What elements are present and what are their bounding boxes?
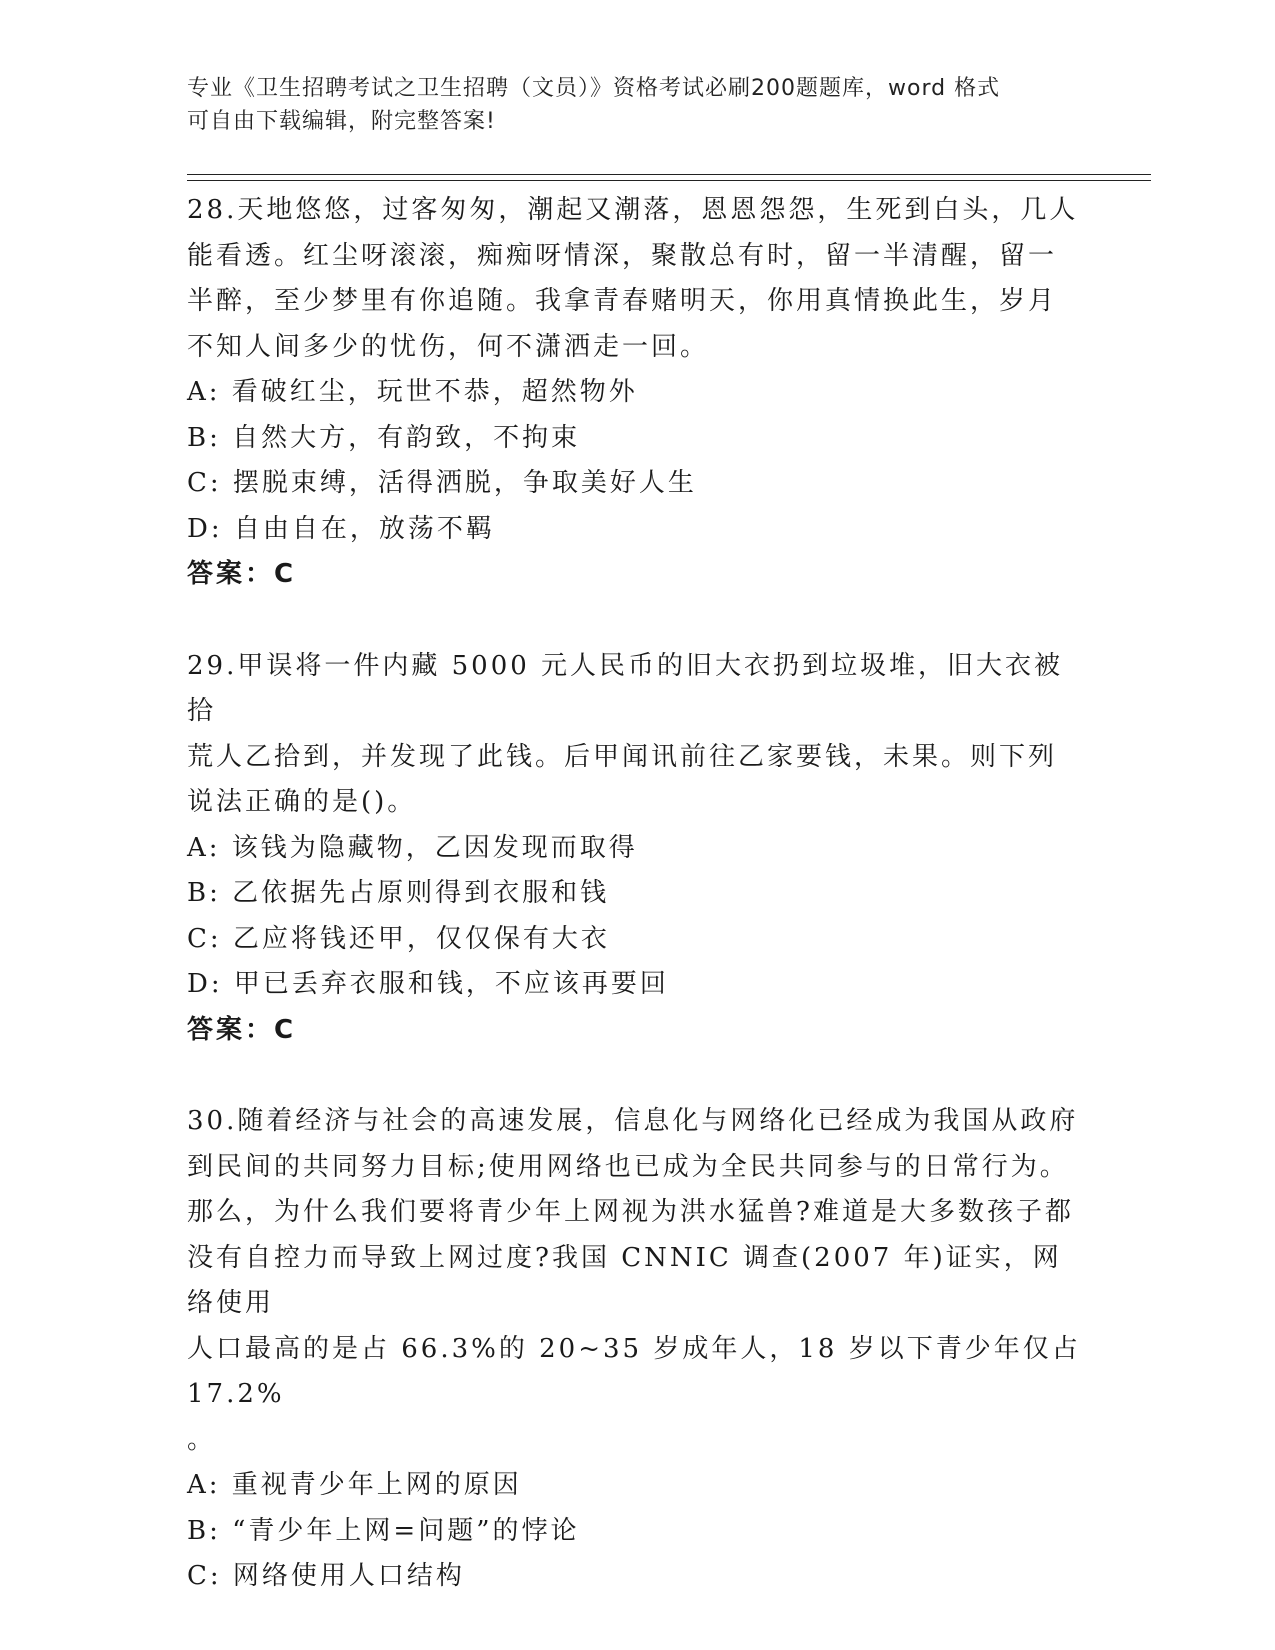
option-c: C: 乙应将钱还甲，仅仅保有大衣 — [187, 923, 610, 954]
question-stem-line: 能看透。红尘呀滚滚，痴痴呀情深，聚散总有时，留一半清醒，留一 — [187, 240, 1058, 271]
header-line-2: 可自由下载编辑，附完整答案! — [187, 109, 496, 134]
option-b: B: 乙依据先占原则得到衣服和钱 — [187, 878, 610, 908]
question-stem-line: 没有自控力而导致上网过度?我国 CNNIC 调查(2007 年)证实，网络使用 — [187, 1242, 1062, 1318]
question-stem-line: 那么，为什么我们要将青少年上网视为洪水猛兽?难道是大多数孩子都 — [187, 1197, 1074, 1227]
question-stem-line: 不知人间多少的忧伤，何不潇洒走一回。 — [187, 331, 710, 362]
option-d: D: 甲已丢弃衣服和钱，不应该再要回 — [187, 969, 669, 999]
question-stem-line: 30.随着经济与社会的高速发展，信息化与网络化已经成为我国从政府 — [187, 1106, 1079, 1136]
question-stem-line: 29.甲误将一件内藏 5000 元人民币的旧大衣扔到垃圾堆，旧大衣被拾 — [187, 650, 1064, 726]
question-stem-line: 说法正确的是()。 — [187, 787, 417, 817]
answer: 答案：C — [187, 559, 297, 589]
question-stem-line: 28.天地悠悠，过客匆匆，潮起又潮落，恩恩怨怨，生死到白头，几人 — [187, 195, 1079, 225]
question-stem-line: 。 — [187, 1424, 217, 1455]
question-29 — [187, 644, 1087, 1054]
header-divider-bottom — [187, 180, 1151, 181]
question-stem-line: 到民间的共同努力目标;使用网络也已成为全民共同参与的日常行为。 — [187, 1151, 1069, 1182]
spacer — [187, 1053, 1087, 1099]
document-header — [187, 72, 1087, 138]
option-a: A: 该钱为隐藏物，乙因发现而取得 — [187, 832, 638, 863]
option-c: C: 摆脱束缚，活得洒脱，争取美好人生 — [187, 468, 697, 498]
option-c: C: 网络使用人口结构 — [187, 1561, 465, 1591]
question-30 — [187, 1099, 1087, 1600]
option-b: B: “青少年上网=问题”的悖论 — [187, 1515, 580, 1546]
option-d: D: 自由自在，放荡不羁 — [187, 513, 495, 544]
option-b: B: 自然大方，有韵致，不拘束 — [187, 422, 581, 453]
header-divider-top — [187, 174, 1151, 175]
question-list — [187, 188, 1087, 1600]
spacer — [187, 598, 1087, 644]
option-a: A: 重视青少年上网的原因 — [187, 1470, 522, 1500]
question-stem-line: 荒人乙拾到，并发现了此钱。后甲闻讯前往乙家要钱，未果。则下列 — [187, 741, 1058, 772]
question-28 — [187, 188, 1087, 598]
question-stem-line: 人口最高的是占 66.3%的 20~35 岁成年人，18 岁以下青少年仅占 17.2% — [187, 1333, 1081, 1409]
answer: 答案：C — [187, 1014, 297, 1045]
header-line-1: 专业《卫生招聘考试之卫生招聘（文员）》资格考试必刷200题题库，word 格式 — [187, 76, 1001, 101]
question-stem-line: 半醉，至少梦里有你追随。我拿青春赌明天，你用真情换此生，岁月 — [187, 286, 1058, 316]
option-a: A: 看破红尘，玩世不恭，超然物外 — [187, 377, 638, 407]
